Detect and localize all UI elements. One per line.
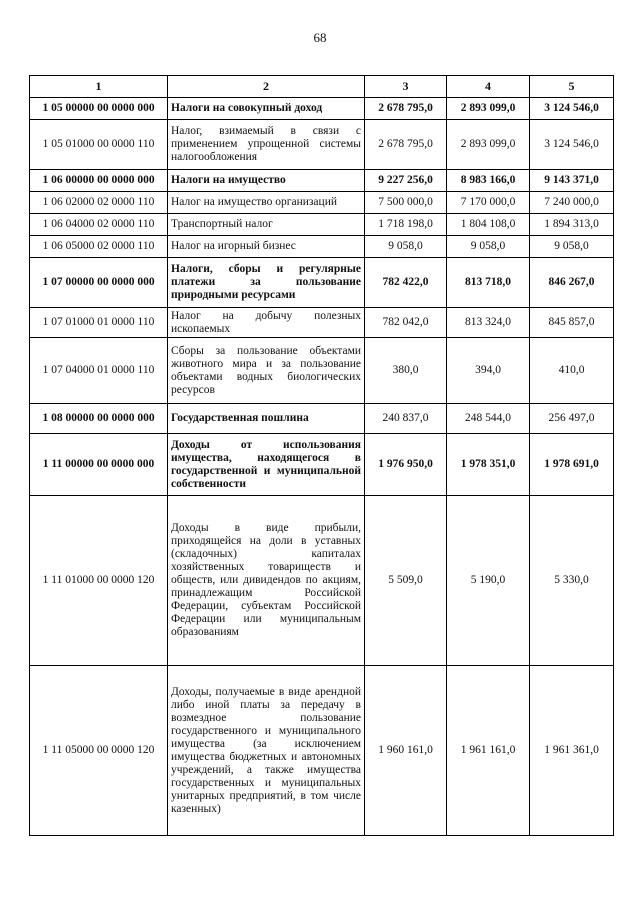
- row-value-2: 9 058,0: [447, 236, 530, 258]
- budget-table: [29, 75, 614, 836]
- row-value-2: 7 170 000,0: [447, 192, 530, 214]
- row-value-2: 2 893 099,0: [447, 98, 530, 120]
- row-value-3: 410,0: [530, 338, 614, 404]
- row-value-2: 1 978 351,0: [447, 434, 530, 496]
- row-value-1: 782 422,0: [365, 258, 447, 308]
- table-row: [30, 170, 614, 192]
- row-value-3: 1 894 313,0: [530, 214, 614, 236]
- row-value-1: 1 718 198,0: [365, 214, 447, 236]
- table-row: [30, 308, 614, 338]
- row-code: 1 07 00000 00 0000 000: [30, 258, 168, 308]
- table-row: [30, 98, 614, 120]
- table-row: [30, 338, 614, 404]
- header-col-value-1: 3: [365, 76, 447, 98]
- row-code: 1 11 05000 00 0000 120: [30, 666, 168, 836]
- row-value-3: 846 267,0: [530, 258, 614, 308]
- row-name: Доходы от использования имущества, находящегося в государственной и муниципальной собственности: [168, 434, 365, 496]
- row-value-2: 5 190,0: [447, 496, 530, 666]
- row-value-1: 782 042,0: [365, 308, 447, 338]
- row-name: Налог на добычу полезных ископаемых: [168, 308, 365, 338]
- header-col-value-3: 5: [530, 76, 614, 98]
- table-row: [30, 120, 614, 170]
- row-value-3: 9 143 371,0: [530, 170, 614, 192]
- row-code: 1 06 04000 02 0000 110: [30, 214, 168, 236]
- row-value-2: 813 324,0: [447, 308, 530, 338]
- row-code: 1 05 00000 00 0000 000: [30, 98, 168, 120]
- header-col-value-2: 4: [447, 76, 530, 98]
- row-value-3: 7 240 000,0: [530, 192, 614, 214]
- row-value-1: 9 227 256,0: [365, 170, 447, 192]
- table-row: [30, 214, 614, 236]
- table-row: [30, 192, 614, 214]
- row-value-1: 2 678 795,0: [365, 120, 447, 170]
- row-value-3: 1 978 691,0: [530, 434, 614, 496]
- row-value-1: 1 960 161,0: [365, 666, 447, 836]
- row-code: 1 08 00000 00 0000 000: [30, 404, 168, 434]
- row-value-1: 380,0: [365, 338, 447, 404]
- table-row: [30, 404, 614, 434]
- row-name: Транспортный налог: [168, 214, 365, 236]
- row-value-3: 3 124 546,0: [530, 120, 614, 170]
- row-value-2: 1 961 161,0: [447, 666, 530, 836]
- table-row: [30, 434, 614, 496]
- row-name: Государственная пошлина: [168, 404, 365, 434]
- row-value-1: 7 500 000,0: [365, 192, 447, 214]
- row-name: Доходы, получаемые в виде арендной либо иной платы за передачу в возмездное пользование государственного и муниципального имущества (за исключением имущества бюджетных и автономных учреждений, а также имущества государственных и муниципальных унитарных предприятий, в том числе казенных): [168, 666, 365, 836]
- row-value-3: 845 857,0: [530, 308, 614, 338]
- row-name: Налоги, сборы и регулярные платежи за пользование природными ресурсами: [168, 258, 365, 308]
- row-value-1: 5 509,0: [365, 496, 447, 666]
- header-col-name: 2: [168, 76, 365, 98]
- row-code: 1 06 00000 00 0000 000: [30, 170, 168, 192]
- row-name: Налог на игорный бизнес: [168, 236, 365, 258]
- row-code: 1 06 02000 02 0000 110: [30, 192, 168, 214]
- row-name: Налоги на имущество: [168, 170, 365, 192]
- table-row: [30, 236, 614, 258]
- page-number: 68: [313, 30, 327, 45]
- row-value-2: 248 544,0: [447, 404, 530, 434]
- row-code: 1 11 00000 00 0000 000: [30, 434, 168, 496]
- row-name: Налог на имущество организаций: [168, 192, 365, 214]
- row-value-2: 8 983 166,0: [447, 170, 530, 192]
- row-code: 1 07 01000 01 0000 110: [30, 308, 168, 338]
- table-row: [30, 258, 614, 308]
- row-value-2: 2 893 099,0: [447, 120, 530, 170]
- row-value-3: 5 330,0: [530, 496, 614, 666]
- table-row: [30, 496, 614, 666]
- row-value-1: 9 058,0: [365, 236, 447, 258]
- row-name: Налоги на совокупный доход: [168, 98, 365, 120]
- row-name: Сборы за пользование объектами животного мира и за пользование объектами водных биологических ресурсов: [168, 338, 365, 404]
- row-code: 1 05 01000 00 0000 110: [30, 120, 168, 170]
- row-name: Налог, взимаемый в связи с применением упрощенной системы налогообложения: [168, 120, 365, 170]
- table-row: [30, 666, 614, 836]
- table-header-row: [30, 76, 614, 98]
- row-value-2: 1 804 108,0: [447, 214, 530, 236]
- row-value-2: 813 718,0: [447, 258, 530, 308]
- row-value-2: 394,0: [447, 338, 530, 404]
- row-code: 1 06 05000 02 0000 110: [30, 236, 168, 258]
- row-name: Доходы в виде прибыли, приходящейся на доли в уставных (складочных) капиталах хозяйственных товариществ и обществ, или дивидендов по акциям, принадлежащим Российской Федерации, субъектам Российской Федерации или муниципальным образованиям: [168, 496, 365, 666]
- row-value-3: 1 961 361,0: [530, 666, 614, 836]
- row-code: 1 07 04000 01 0000 110: [30, 338, 168, 404]
- row-value-1: 2 678 795,0: [365, 98, 447, 120]
- row-code: 1 11 01000 00 0000 120: [30, 496, 168, 666]
- row-value-3: 256 497,0: [530, 404, 614, 434]
- header-col-code: 1: [30, 76, 168, 98]
- row-value-1: 1 976 950,0: [365, 434, 447, 496]
- row-value-3: 3 124 546,0: [530, 98, 614, 120]
- row-value-3: 9 058,0: [530, 236, 614, 258]
- row-value-1: 240 837,0: [365, 404, 447, 434]
